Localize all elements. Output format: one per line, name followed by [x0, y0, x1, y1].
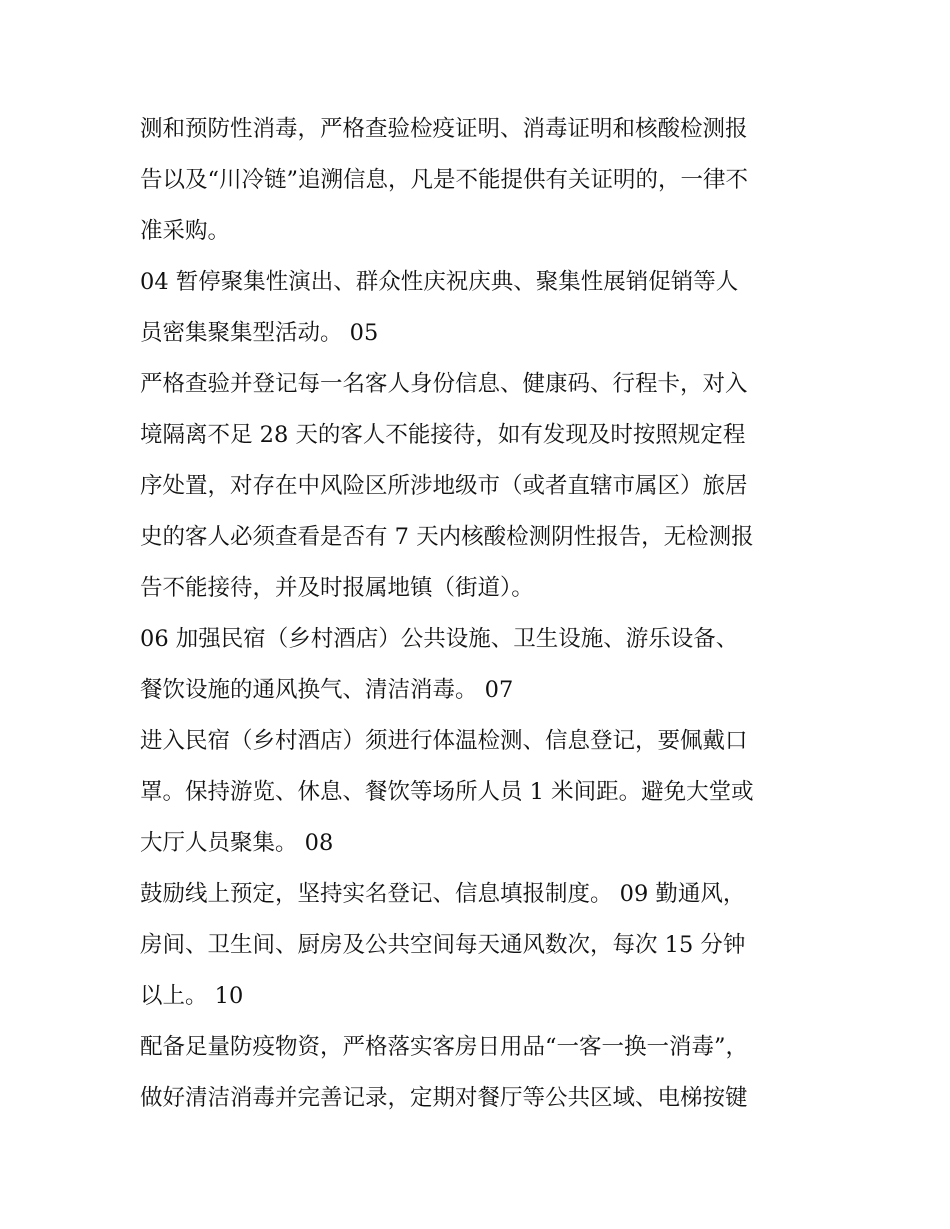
text-line: 06 加强民宿（乡村酒店）公共设施、卫生设施、游乐设备、: [140, 626, 739, 652]
text-line: 序处置，对存在中风险区所涉地级市（或者直辖市属区）旅居: [140, 473, 748, 499]
text-line: 员密集聚集型活动。 05: [140, 320, 379, 346]
text-line: 鼓励线上预定，坚持实名登记、信息填报制度。 09 勤通风，: [140, 881, 746, 907]
text-line: 以上。 10: [140, 983, 244, 1009]
text-line: 准采购。: [140, 218, 231, 244]
text-line: 配备足量防疫物资，严格落实客房日用品“一客一换一消毒”，: [140, 1034, 749, 1060]
text-line: 告不能接待，并及时报属地镇（街道）。: [140, 575, 534, 601]
text-line: 04 暂停聚集性演出、群众性庆祝庆典、聚集性展销促销等人: [140, 269, 739, 295]
text-line: 做好清洁消毒并完善记录，定期对餐厅等公共区域、电梯按键: [140, 1085, 748, 1111]
text-line: 境隔离不足 28 天的客人不能接待，如有发现及时按照规定程: [140, 422, 746, 448]
text-line: 罩。保持游览、休息、餐饮等场所人员 1 米间距。避免大堂或: [140, 779, 754, 805]
text-line: 房间、卫生间、厨房及公共空间每天通风数次，每次 15 分钟: [140, 932, 746, 958]
body-text: [140, 110, 830, 1130]
text-line: 进入民宿（乡村酒店）须进行体温检测、信息登记，要佩戴口: [140, 728, 748, 754]
text-line: 告以及“川冷链”追溯信息，凡是不能提供有关证明的，一律不: [140, 167, 749, 193]
text-line: 大厅人员聚集。 08: [140, 830, 334, 856]
text-line: 严格查验并登记每一名客人身份信息、健康码、行程卡，对入: [140, 371, 748, 397]
text-line: 测和预防性消毒，严格查验检疫证明、消毒证明和核酸检测报: [140, 116, 748, 142]
text-line: 餐饮设施的通风换气、清洁消毒。 07: [140, 677, 514, 703]
text-line: 史的客人必须查看是否有 7 天内核酸检测阴性报告，无检测报: [140, 524, 754, 550]
